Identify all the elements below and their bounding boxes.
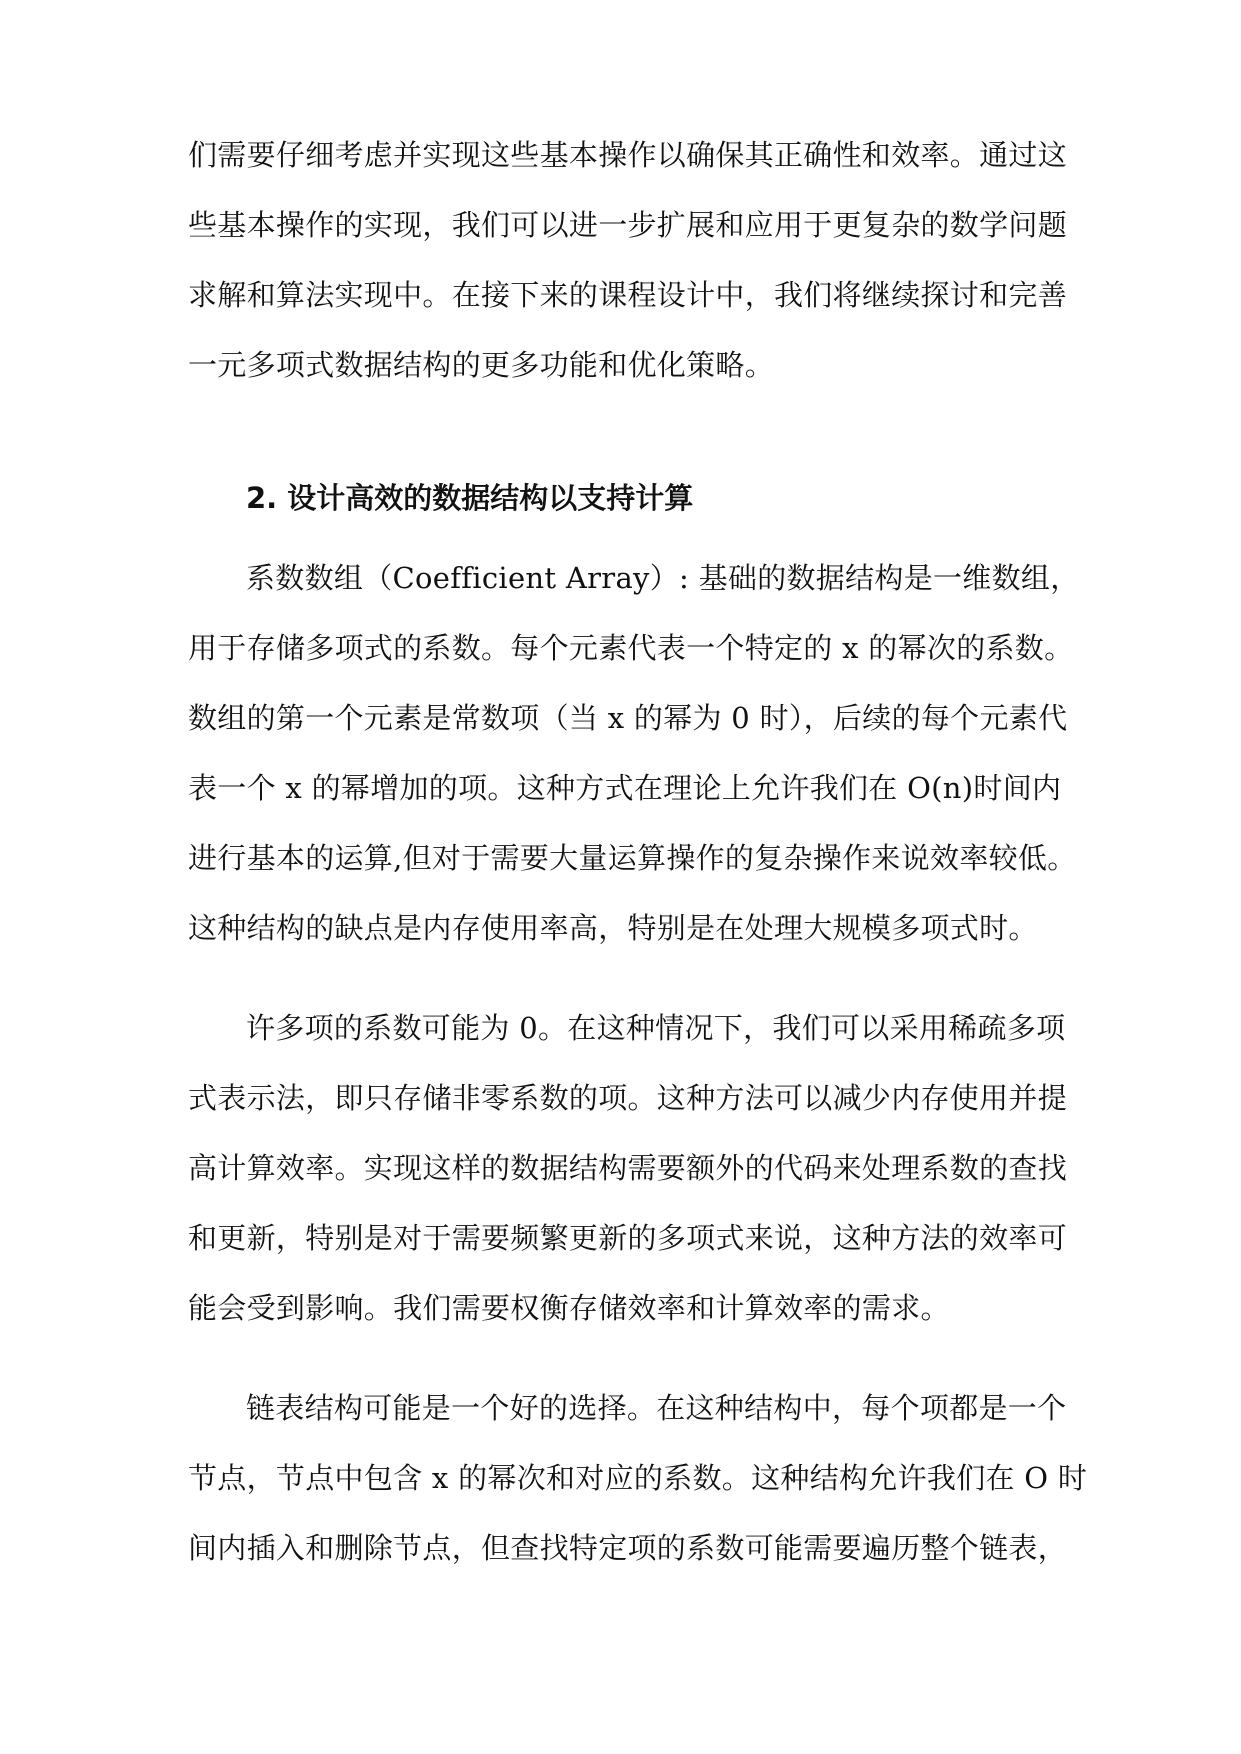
paragraph-line: 进行基本的运算,但对于需要大量运算操作的复杂操作来说效率较低。 bbox=[188, 841, 1077, 875]
paragraph-line: 这种结构的缺点是内存使用率高，特别是在处理大规模多项式时。 bbox=[188, 911, 1038, 945]
paragraph-line: 式表示法，即只存储非零系数的项。这种方法可以减少内存使用并提 bbox=[188, 1081, 1068, 1115]
text-line: 们需要仔细考虑并实现这些基本操作以确保其正确性和效率。通过这 bbox=[188, 138, 1068, 172]
paragraph-line: 用于存储多项式的系数。每个元素代表一个特定的 x 的幂次的系数。 bbox=[188, 631, 1074, 665]
paragraph-line: 系数数组（Coefficient Array）: 基础的数据结构是一维数组， bbox=[246, 561, 1080, 595]
paragraph-line: 链表结构可能是一个好的选择。在这种结构中，每个项都是一个 bbox=[246, 1391, 1067, 1425]
text-line: 些基本操作的实现，我们可以进一步扩展和应用于更复杂的数学问题 bbox=[188, 208, 1068, 242]
paragraph-line: 表一个 x 的幂增加的项。这种方式在理论上允许我们在 O(n)时间内 bbox=[188, 771, 1062, 805]
paragraph-line: 数组的第一个元素是常数项（当 x 的幂为 0 时），后续的每个元素代 bbox=[188, 701, 1068, 735]
paragraph-line: 间内插入和删除节点，但查找特定项的系数可能需要遍历整个链表， bbox=[188, 1531, 1068, 1565]
text-line: 一元多项式数据结构的更多功能和优化策略。 bbox=[188, 348, 775, 382]
paragraph-line: 高计算效率。实现这样的数据结构需要额外的代码来处理系数的查找 bbox=[188, 1151, 1068, 1185]
paragraph-line: 和更新，特别是对于需要频繁更新的多项式来说，这种方法的效率可 bbox=[188, 1221, 1068, 1255]
paragraph-line: 能会受到影响。我们需要权衡存储效率和计算效率的需求。 bbox=[188, 1291, 950, 1325]
paragraph-line: 许多项的系数可能为 0。在这种情况下，我们可以采用稀疏多项 bbox=[246, 1011, 1066, 1045]
section-heading: 2. 设计高效的数据结构以支持计算 bbox=[246, 481, 694, 515]
text-line: 求解和算法实现中。在接下来的课程设计中，我们将继续探讨和完善 bbox=[188, 278, 1068, 312]
paragraph-line: 节点，节点中包含 x 的幂次和对应的系数。这种结构允许我们在 O 时 bbox=[188, 1461, 1088, 1495]
